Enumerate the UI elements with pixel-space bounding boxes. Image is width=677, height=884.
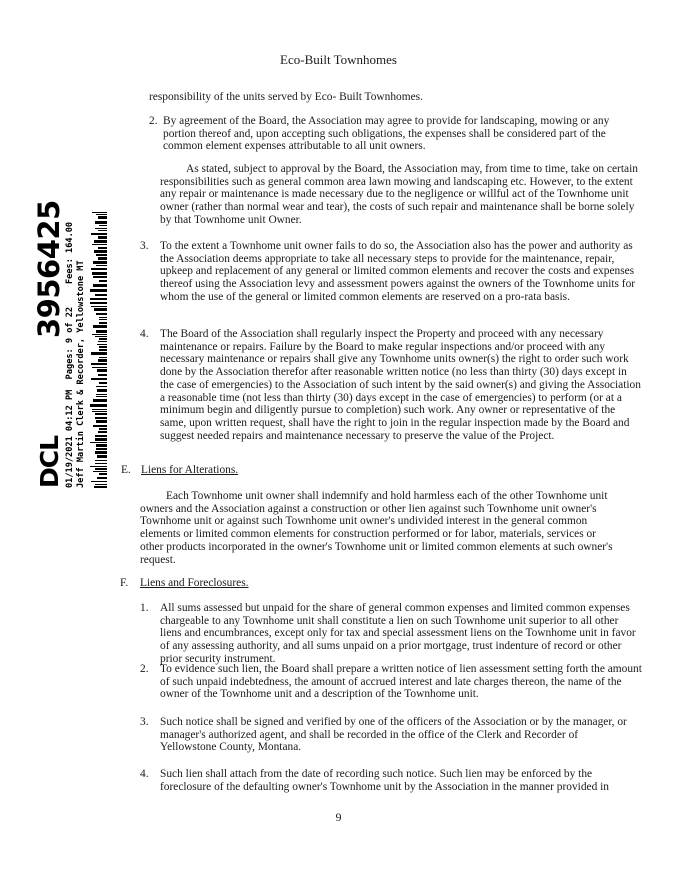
barcode-bar bbox=[95, 438, 107, 441]
barcode-bar bbox=[90, 404, 107, 407]
barcode-bar bbox=[91, 363, 107, 365]
list-item-text: All sums assessed but unpaid for the share of general common expenses and limited common expenses chargeable to any Townhome unit shall constitute a lien on such Townhome unit superior to all other liens and encumbrances, except only for tax and special assessment liens on the Townhome unit in favor of any assessing authority, and all sums unpaid on a prior mortgage, trust indenture of record or other prior security instrument. bbox=[160, 602, 636, 665]
barcode-bar bbox=[96, 330, 107, 333]
barcode-bar bbox=[97, 369, 107, 372]
barcode-icon bbox=[89, 208, 107, 488]
barcode-bar bbox=[95, 468, 107, 470]
barcode-bar bbox=[98, 230, 107, 231]
section-e-text: Each Townhome unit owner shall indemnify and hold harmless each of the other Townhome unit owners and the Association against a construction or other lien against such Townhome unit owner's Townhome unit or against such Townhome unit owner's undivided interest in the general common elements or limited common elements for construction performed or for labor, materials, services or other products incorporated in the owner's Townhome unit or limited common elements at such owner's request. bbox=[140, 490, 613, 566]
barcode-bar bbox=[90, 442, 107, 443]
barcode-bar bbox=[98, 236, 107, 239]
barcode-bar bbox=[92, 272, 107, 275]
item-number: 2. bbox=[140, 663, 149, 675]
barcode-bar bbox=[98, 247, 107, 249]
continuation-text: responsibility of the units served by Eco- Built Townhomes. bbox=[149, 91, 423, 103]
barcode-bar bbox=[92, 409, 107, 410]
barcode-bar bbox=[93, 399, 107, 402]
barcode-bar bbox=[92, 367, 107, 368]
list-item-text: To evidence such lien, the Board shall prepare a written notice of lien assessment setting forth the amount of such unpaid indebtedness, the amount of accrued interest and late charges thereon, the name of the owner of the Townhome unit and a description of the Townhome unit. bbox=[160, 663, 642, 701]
page-number: 9 bbox=[335, 810, 342, 824]
paragraph-text: As stated, subject to approval by the Board, the Association may, from time to time, take on certain responsibilities such as general common area lawn mowing and landscaping etc. However, to the extent any repair or maintenance is made necessary due to the negligence or willful act of the Townhome unit owner (rather than normal wear and tear), the costs of such repair and maintenance shall be borne solely by that Townhome unit Owner. bbox=[160, 163, 638, 226]
barcode-bar bbox=[92, 334, 107, 335]
barcode-bar bbox=[99, 473, 107, 475]
barcode-bar bbox=[95, 451, 107, 454]
barcode-bar bbox=[91, 378, 107, 380]
item-number: 3. bbox=[140, 240, 149, 252]
barcode-bar bbox=[98, 257, 107, 260]
barcode-bar bbox=[99, 225, 107, 226]
barcode-bar bbox=[94, 308, 107, 311]
list-item-text: Such notice shall be signed and verified by one of the officers of the Association or by the manager, or manager's authorized agent, and shall be recorded in the office of the Clerk and Recorder of Yellowstone County, Montana. bbox=[160, 716, 627, 754]
barcode-bar bbox=[90, 289, 107, 292]
stamp-fees: Fees: 164.00 bbox=[65, 221, 75, 284]
barcode-bar bbox=[95, 413, 107, 415]
barcode-bar bbox=[95, 484, 107, 485]
barcode-bar bbox=[93, 261, 107, 264]
barcode-bar bbox=[96, 254, 107, 256]
barcode-bar bbox=[97, 344, 107, 345]
item-number: 4. bbox=[140, 768, 149, 780]
barcode-bar bbox=[96, 396, 107, 397]
item-number: 2. bbox=[149, 115, 158, 127]
stamp-pages: Pages: 9 of 22 bbox=[65, 306, 75, 380]
barcode-bar bbox=[90, 298, 107, 300]
barcode-bar bbox=[92, 244, 107, 245]
barcode-bar bbox=[94, 240, 107, 243]
barcode-bar bbox=[99, 357, 107, 358]
barcode-bar bbox=[95, 463, 107, 464]
barcode-bar bbox=[98, 359, 107, 362]
barcode-bar bbox=[99, 428, 107, 430]
barcode-bar bbox=[95, 435, 107, 437]
barcode-bar bbox=[98, 374, 107, 376]
list-item-text: To the extent a Townhome unit owner fails to do so, the Association also has the power and authority as the Association deems appropriate to take all necessary steps to provide for the maintenance, repair, upkeep and replacement of any general or limited common elements and recover the costs and expenses thereof using the Association levy and assessment powers against the owners of the Townhome units for whom the use of the general or limited common elements are reserved on a pro-rata basis. bbox=[160, 240, 636, 303]
barcode-bar bbox=[97, 455, 107, 458]
barcode-bar bbox=[92, 212, 107, 213]
barcode-bar bbox=[99, 280, 107, 282]
document-header-title: Eco-Built Townhomes bbox=[280, 52, 397, 67]
barcode-bar bbox=[96, 420, 107, 423]
barcode-bar bbox=[99, 338, 107, 340]
barcode-bar bbox=[90, 302, 107, 304]
barcode-bar bbox=[91, 306, 107, 307]
barcode-bar bbox=[96, 313, 107, 315]
barcode-bar bbox=[96, 394, 107, 395]
barcode-bar bbox=[91, 233, 107, 235]
barcode-bar bbox=[96, 265, 107, 266]
barcode-bar bbox=[93, 325, 107, 328]
barcode-bar bbox=[97, 389, 107, 392]
stamp-recorded: 01/19/2021 04:12 PM bbox=[65, 389, 75, 488]
stamp-document-number: 3956425 bbox=[32, 200, 66, 338]
stamp-recorded-line bbox=[65, 307, 75, 488]
barcode-bar bbox=[95, 228, 107, 229]
barcode-bar bbox=[92, 411, 107, 412]
barcode-bar bbox=[94, 486, 107, 488]
barcode-bar bbox=[98, 216, 107, 219]
barcode-bar bbox=[98, 341, 107, 342]
barcode-bar bbox=[99, 322, 107, 324]
stamp-prefix: DCL bbox=[35, 435, 64, 488]
barcode-bar bbox=[91, 268, 107, 270]
barcode-bar bbox=[93, 471, 107, 472]
barcode-bar bbox=[95, 417, 107, 419]
barcode-bar bbox=[97, 477, 107, 479]
barcode-bar bbox=[99, 319, 107, 320]
barcode-bar bbox=[96, 386, 107, 387]
section-e-letter: E. bbox=[121, 464, 131, 476]
list-item-text: By agreement of the Board, the Association may agree to provide for landscaping, mowing or any portion thereof and, upon accepting such obligations, the expenses shall be considered part of the common element expenses attributable to all unit owners. bbox=[163, 115, 610, 153]
barcode-bar bbox=[99, 382, 107, 384]
barcode-bar bbox=[93, 284, 107, 287]
barcode-bar bbox=[91, 481, 107, 482]
list-item-text: Such lien shall attach from the date of recording such notice. Such lien may be enforced by the foreclosure of the defaulting owner's Townhome unit by the Association in the manner provided in bbox=[160, 768, 609, 793]
list-item-text: The Board of the Association shall regularly inspect the Property and proceed with any necessary maintenance or repairs. Failure by the Board to make regular inspections and/or proceed with any necessary maintenance or repairs shall give any Townhome units owner(s) the right to order such work done by the Association therefor after reasonable written notice (no less than thirty (30) days except in the case of emergencies) to the Association of such intent by the said owner(s) and giving the Association a reasonable time (not less than thirty (30) days except in the case of emergencies) to perform (or at a minimum begin and diligently pursue to completion) such work. Any owner or representative of the same, upon written request, shall have the right to join in the regular inspection made by the Board and suggest needed repairs and maintenance necessary to preserve the value of the Project. bbox=[160, 328, 641, 442]
item-number: 4. bbox=[140, 328, 149, 340]
barcode-bar bbox=[93, 425, 107, 427]
barcode-bar bbox=[98, 431, 107, 433]
section-f-letter: F. bbox=[120, 577, 129, 589]
item-number: 1. bbox=[140, 602, 149, 614]
barcode-bar bbox=[95, 221, 107, 224]
barcode-bar bbox=[99, 349, 107, 351]
barcode-bar bbox=[90, 466, 107, 467]
barcode-bar bbox=[94, 250, 107, 253]
section-e-title: Liens for Alterations. bbox=[141, 464, 239, 476]
barcode-bar bbox=[95, 336, 107, 337]
barcode-bar bbox=[95, 294, 107, 296]
barcode-bar bbox=[91, 352, 107, 355]
barcode-bar bbox=[96, 448, 107, 450]
stamp-recorder: Jeff Martin Clerk & Recorder, Yellowstone MT bbox=[76, 260, 86, 488]
barcode-bar bbox=[95, 460, 107, 461]
barcode-bar bbox=[96, 444, 107, 447]
item-number: 3. bbox=[140, 716, 149, 728]
barcode-bar bbox=[96, 214, 107, 215]
barcode-bar bbox=[99, 317, 107, 318]
recorder-stamp bbox=[32, 200, 112, 488]
barcode-bar bbox=[93, 276, 107, 278]
section-f-title: Liens and Foreclosures. bbox=[140, 577, 249, 589]
barcode-bar bbox=[99, 346, 107, 348]
